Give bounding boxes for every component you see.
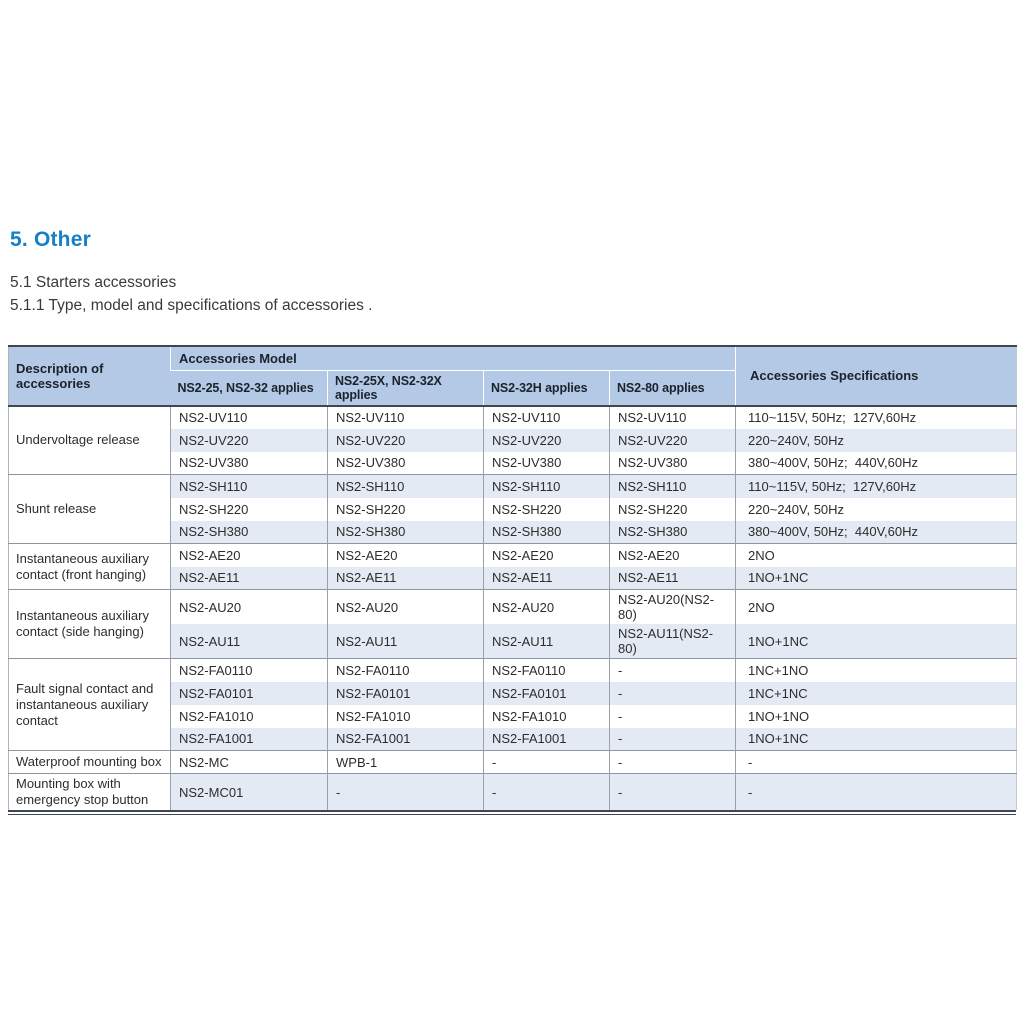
model-cell: NS2-AU20(NS2-80) [610, 590, 736, 625]
model-cell: NS2-SH220 [171, 498, 328, 521]
column-header-accessories-model: Accessories Model [171, 346, 736, 370]
model-cell: NS2-SH110 [484, 475, 610, 498]
model-cell: - [610, 682, 736, 705]
model-cell: NS2-UV110 [171, 406, 328, 429]
spec-cell: 1NO+1NO [736, 705, 1017, 728]
table-body [9, 406, 1017, 811]
model-cell: NS2-UV220 [610, 429, 736, 452]
header-row-1 [9, 346, 1017, 370]
model-cell: NS2-UV110 [484, 406, 610, 429]
spec-cell: 110~115V, 50Hz; 127V,60Hz [736, 475, 1017, 498]
table-bottom-rule [8, 810, 1016, 815]
model-cell: NS2-FA1001 [484, 728, 610, 751]
model-cell: NS2-FA1001 [328, 728, 484, 751]
model-cell: NS2-FA0110 [328, 659, 484, 682]
accessories-table [8, 345, 1017, 810]
model-cell: NS2-UV220 [484, 429, 610, 452]
model-cell: NS2-UV220 [328, 429, 484, 452]
model-cell: NS2-AE20 [610, 544, 736, 567]
description-cell: Shunt release [9, 475, 171, 544]
table-row [9, 590, 1017, 625]
model-cell: - [610, 659, 736, 682]
description-cell: Undervoltage release [9, 406, 171, 475]
model-cell: NS2-AU11 [171, 624, 328, 659]
model-cell: NS2-AE11 [171, 567, 328, 590]
model-cell: - [328, 774, 484, 811]
description-cell: Instantaneous auxiliary contact (front hanging) [9, 544, 171, 590]
model-cell: NS2-AU11 [328, 624, 484, 659]
model-cell: NS2-FA0110 [484, 659, 610, 682]
model-cell: NS2-FA0101 [484, 682, 610, 705]
model-cell: NS2-UV380 [171, 452, 328, 475]
model-cell: - [484, 751, 610, 774]
model-cell: - [610, 728, 736, 751]
spec-cell: 1NO+1NC [736, 728, 1017, 751]
table-row [9, 659, 1017, 682]
spec-cell: 1NC+1NO [736, 659, 1017, 682]
model-cell: - [610, 774, 736, 811]
table-row [9, 406, 1017, 429]
model-cell: NS2-AE20 [328, 544, 484, 567]
model-cell: NS2-SH110 [610, 475, 736, 498]
table-row [9, 751, 1017, 774]
spec-cell: - [736, 751, 1017, 774]
model-cell: NS2-UV220 [171, 429, 328, 452]
model-cell: NS2-FA1010 [328, 705, 484, 728]
spec-cell: 380~400V, 50Hz; 440V,60Hz [736, 521, 1017, 544]
subsubsection-title: 5.1.1 Type, model and specifications of accessories . [10, 297, 373, 314]
model-cell: NS2-FA0101 [171, 682, 328, 705]
model-cell: NS2-UV110 [328, 406, 484, 429]
model-cell: NS2-AU20 [484, 590, 610, 625]
spec-cell: - [736, 774, 1017, 811]
model-cell: NS2-MC01 [171, 774, 328, 811]
model-cell: NS2-SH220 [484, 498, 610, 521]
model-cell: NS2-AE20 [171, 544, 328, 567]
model-cell: NS2-FA0101 [328, 682, 484, 705]
model-cell: NS2-SH220 [328, 498, 484, 521]
table-row [9, 544, 1017, 567]
model-cell: NS2-AE11 [328, 567, 484, 590]
model-cell: NS2-AU11(NS2-80) [610, 624, 736, 659]
model-cell: NS2-FA1010 [484, 705, 610, 728]
model-cell: NS2-AU20 [171, 590, 328, 625]
model-cell: NS2-FA1010 [171, 705, 328, 728]
column-header-ns2-25x-32x: NS2-25X, NS2-32X applies [328, 370, 484, 406]
model-cell: NS2-FA0110 [171, 659, 328, 682]
spec-cell: 1NO+1NC [736, 624, 1017, 659]
model-cell: NS2-FA1001 [171, 728, 328, 751]
model-cell: NS2-UV380 [484, 452, 610, 475]
column-header-specifications: Accessories Specifications [736, 346, 1017, 406]
column-header-ns2-32h: NS2-32H applies [484, 370, 610, 406]
model-cell: NS2-SH220 [610, 498, 736, 521]
model-cell: NS2-AE11 [484, 567, 610, 590]
model-cell: - [610, 705, 736, 728]
description-cell: Instantaneous auxiliary contact (side hanging) [9, 590, 171, 659]
section-title: 5. Other [10, 228, 91, 251]
table-row [9, 774, 1017, 811]
subsection-title: 5.1 Starters accessories [10, 274, 177, 291]
spec-cell: 2NO [736, 544, 1017, 567]
model-cell: NS2-SH380 [610, 521, 736, 544]
model-cell: NS2-UV380 [328, 452, 484, 475]
model-cell: NS2-UV380 [610, 452, 736, 475]
model-cell: NS2-MC [171, 751, 328, 774]
model-cell: NS2-AU11 [484, 624, 610, 659]
model-cell: NS2-SH110 [171, 475, 328, 498]
column-header-ns2-80: NS2-80 applies [610, 370, 736, 406]
column-header-description: Description of accessories [9, 346, 171, 406]
model-cell: - [610, 751, 736, 774]
model-cell: NS2-AE11 [610, 567, 736, 590]
model-cell: WPB-1 [328, 751, 484, 774]
table-row [9, 475, 1017, 498]
spec-cell: 380~400V, 50Hz; 440V,60Hz [736, 452, 1017, 475]
model-cell: NS2-SH380 [484, 521, 610, 544]
model-cell: NS2-SH380 [171, 521, 328, 544]
spec-cell: 110~115V, 50Hz; 127V,60Hz [736, 406, 1017, 429]
model-cell: - [484, 774, 610, 811]
model-cell: NS2-SH380 [328, 521, 484, 544]
model-cell: NS2-AE20 [484, 544, 610, 567]
spec-cell: 220~240V, 50Hz [736, 498, 1017, 521]
model-cell: NS2-UV110 [610, 406, 736, 429]
spec-cell: 1NC+1NC [736, 682, 1017, 705]
spec-cell: 2NO [736, 590, 1017, 625]
table-header [9, 346, 1017, 406]
model-cell: NS2-SH110 [328, 475, 484, 498]
description-cell: Fault signal contact and instantaneous auxiliary contact [9, 659, 171, 751]
spec-cell: 220~240V, 50Hz [736, 429, 1017, 452]
description-cell: Mounting box with emergency stop button [9, 774, 171, 811]
description-cell: Waterproof mounting box [9, 751, 171, 774]
model-cell: NS2-AU20 [328, 590, 484, 625]
column-header-ns2-25-32: NS2-25, NS2-32 applies [171, 370, 328, 406]
spec-cell: 1NO+1NC [736, 567, 1017, 590]
